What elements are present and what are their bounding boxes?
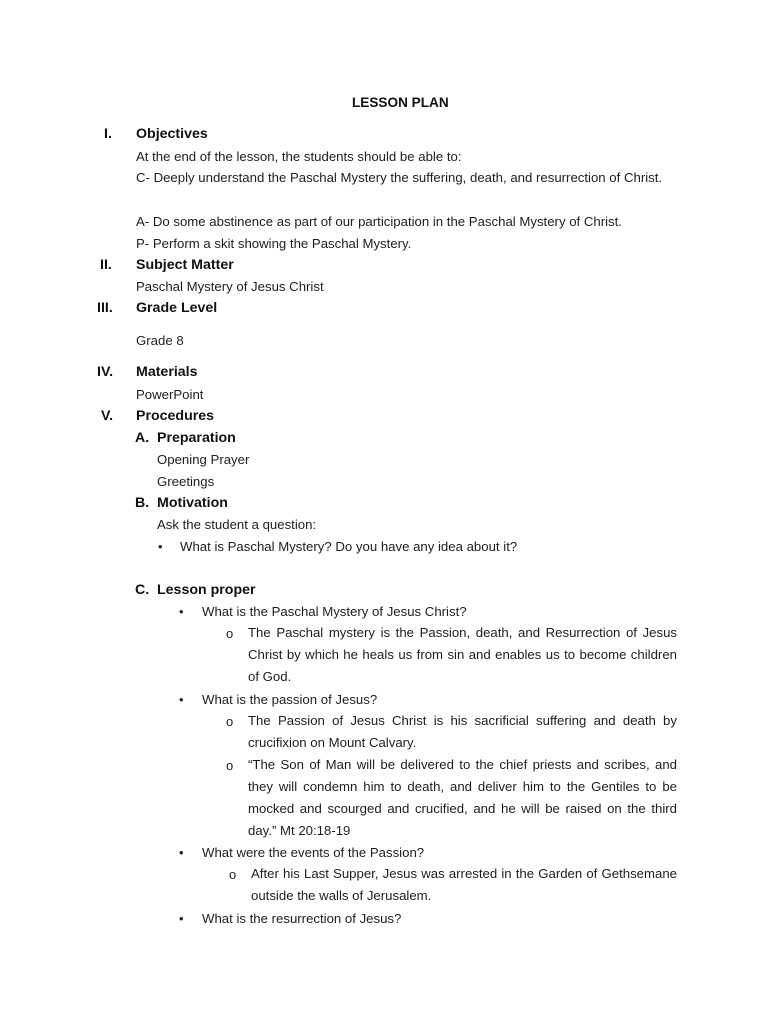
subsection-letter-preparation: A.: [135, 430, 150, 446]
motivation-question: What is Paschal Mystery? Do you have any idea about it?: [180, 539, 518, 554]
lesson-answer-text: After his Last Supper, Jesus was arrested in the Garden of Gethsemane outside the walls of Jerusalem.: [251, 866, 677, 903]
bullet-icon: •: [179, 604, 184, 619]
section-heading-procedures: Procedures: [136, 408, 215, 424]
lesson-question: What were the events of the Passion?: [202, 845, 425, 860]
lesson-question: What is the Paschal Mystery of Jesus Christ?: [202, 604, 467, 619]
section-numeral-materials: IV.: [97, 364, 114, 380]
subsection-heading-preparation: Preparation: [157, 430, 236, 446]
subsection-heading-motivation: Motivation: [157, 495, 228, 511]
objective-p: P- Perform a skit showing the Paschal Mystery.: [136, 236, 412, 251]
lesson-answer-text: “The Son of Man will be delivered to the chief priests and scribes, and they will condemn him to death, and deliver him to the Gentiles to be mocked and scourged and crucified, and he will be raised on the third day.” Mt 20:18-19: [248, 757, 677, 838]
circle-bullet-icon: o: [226, 714, 234, 729]
circle-bullet-icon: o: [226, 758, 234, 773]
bullet-icon: •: [179, 845, 184, 860]
circle-bullet-icon: o: [226, 626, 234, 641]
section-numeral-grade-level: III.: [97, 300, 113, 316]
objective-c-text: C- Deeply understand the Paschal Mystery the suffering, death, and resurrection of Christ.: [136, 170, 663, 185]
document-title: LESSON PLAN: [352, 95, 449, 110]
section-heading-materials: Materials: [136, 364, 198, 380]
grade-level-text: Grade 8: [136, 333, 184, 348]
section-heading-grade-level: Grade Level: [136, 300, 218, 316]
lesson-answer: [248, 754, 677, 842]
subsection-heading-lesson-proper: Lesson proper: [157, 582, 256, 598]
section-heading-subject-matter: Subject Matter: [136, 257, 234, 273]
preparation-item: Greetings: [157, 474, 215, 489]
section-numeral-objectives: I.: [104, 126, 112, 142]
subject-matter-text: Paschal Mystery of Jesus Christ: [136, 279, 324, 294]
materials-text: PowerPoint: [136, 387, 204, 402]
section-numeral-procedures: V.: [101, 408, 114, 424]
lesson-answer: [248, 710, 677, 754]
objectives-intro: At the end of the lesson, the students should be able to:: [136, 149, 462, 164]
bullet-icon: •: [158, 539, 163, 554]
lesson-answer-text: The Paschal mystery is the Passion, death, and Resurrection of Jesus Christ by which he heals us from sin and enables us to become children of God.: [248, 625, 677, 684]
objective-a: A- Do some abstinence as part of our participation in the Paschal Mystery of Christ.: [136, 214, 622, 229]
subsection-letter-lesson-proper: C.: [135, 582, 150, 598]
motivation-intro: Ask the student a question:: [157, 517, 317, 532]
lesson-answer-text: The Passion of Jesus Christ is his sacrificial suffering and death by crucifixion on Mount Calvary.: [248, 713, 677, 750]
lesson-question: What is the resurrection of Jesus?: [202, 911, 402, 926]
subsection-letter-motivation: B.: [135, 495, 150, 511]
lesson-answer: [251, 863, 677, 907]
bullet-icon: •: [179, 692, 184, 707]
preparation-item: Opening Prayer: [157, 452, 250, 467]
section-heading-objectives: Objectives: [136, 126, 208, 142]
bullet-icon: •: [179, 911, 184, 926]
objective-c: [136, 167, 677, 189]
lesson-answer: [248, 622, 677, 688]
section-numeral-subject-matter: II.: [100, 257, 112, 273]
circle-bullet-icon: o: [229, 867, 237, 882]
lesson-question: What is the passion of Jesus?: [202, 692, 378, 707]
